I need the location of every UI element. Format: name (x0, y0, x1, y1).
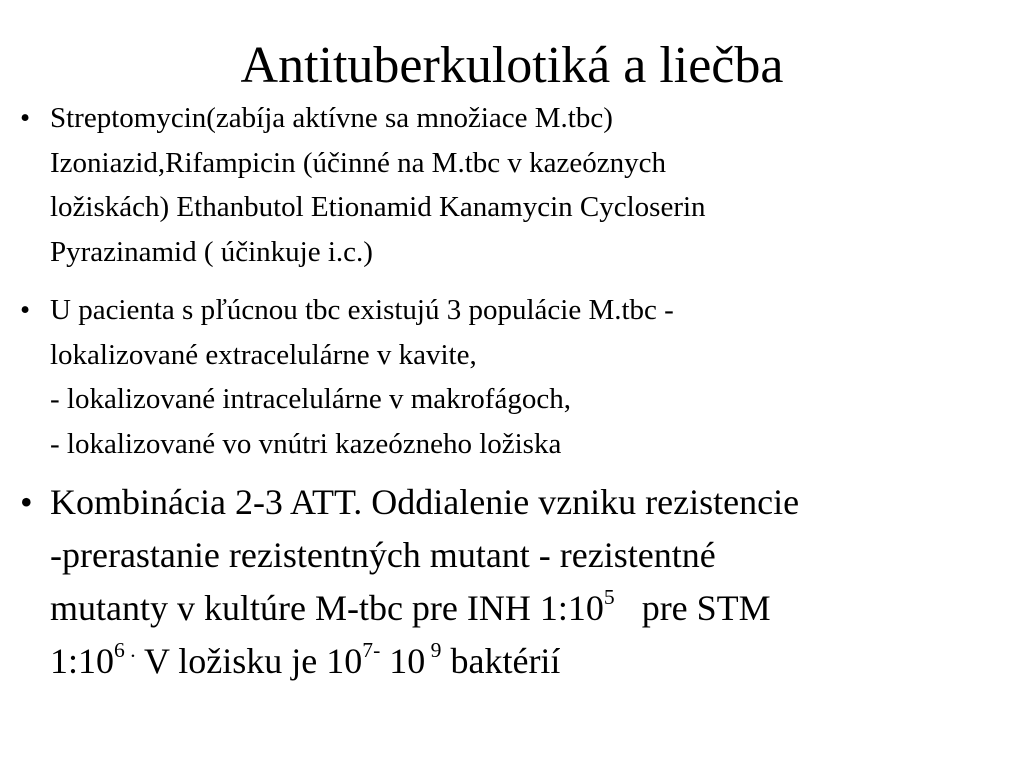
text-segment: 10 (380, 641, 426, 681)
bullet-list (0, 96, 1024, 688)
bullet-text-line: ložiskách) Ethanbutol Etionamid Kanamycin Cycloserin (50, 191, 706, 223)
bullet-text-line: - lokalizované intracelulárne v makrofágoch, (50, 383, 571, 415)
exponent: 7- (362, 637, 381, 662)
text-segment: V ložisku je 10 (135, 641, 363, 681)
bullet-text-line: U pacienta s pľúcnou tbc existujú 3 populácie M.tbc - (50, 294, 674, 326)
bullet-text-line: Streptomycin(zabíja aktívne sa množiace M.tbc) (50, 102, 613, 134)
bullet-marker: • (20, 102, 31, 134)
bullet-text-line: lokalizované extracelulárne v kavite, (50, 338, 477, 371)
bullet-marker: • (20, 482, 33, 522)
exponent: 5 (603, 584, 615, 609)
bullet-text-line: Pyrazinamid ( účinkuje i.c.) (50, 235, 373, 268)
bullet-text-line: Kombinácia 2-3 ATT. Oddialenie vzniku rezistencie (50, 482, 800, 522)
bullet-text-line (50, 582, 1004, 635)
exponent: 9 (425, 637, 442, 662)
bullet-text-line: -prerastanie rezistentných mutant - rezistentné (50, 535, 716, 575)
bullet-text-line (50, 635, 1004, 688)
slide-title: Antituberkulotiká a liečba (240, 37, 784, 94)
bullet-item-populations (0, 288, 1024, 466)
text-segment: pre STM (614, 588, 771, 628)
bullet-marker: • (20, 294, 31, 326)
exponent: 6 . (114, 637, 136, 662)
text-segment: baktérií (441, 641, 561, 681)
bullet-text-line: - lokalizované vo vnútri kazeózneho ložiska (50, 427, 562, 460)
text-segment: 1:10 (50, 641, 115, 681)
bullet-text-line: Izoniazid,Rifampicin (účinné na M.tbc v kazeóznych (50, 146, 667, 179)
bullet-item-combination (0, 476, 1024, 688)
bullet-item-drugs (0, 96, 1024, 274)
text-segment: mutanty v kultúre M-tbc pre INH 1:10 (50, 588, 604, 628)
